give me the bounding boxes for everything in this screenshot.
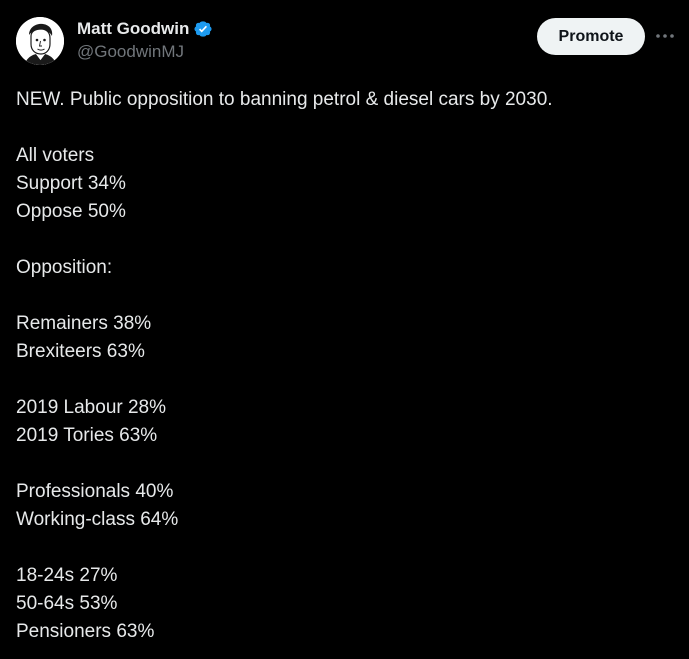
blank-line xyxy=(16,534,676,562)
remainers-stat: Remainers 38% xyxy=(16,313,152,334)
blank-line xyxy=(16,450,676,478)
blank-line xyxy=(16,114,676,142)
tweet-text xyxy=(16,86,676,646)
all-voters-label: All voters xyxy=(16,145,95,166)
brexiteers-stat: Brexiteers 63% xyxy=(16,341,145,362)
professionals-stat: Professionals 40% xyxy=(16,481,174,502)
working-class-stat: Working-class 64% xyxy=(16,509,179,530)
avatar[interactable] xyxy=(16,17,64,65)
display-name[interactable]: Matt Goodwin xyxy=(77,19,190,38)
oppose-stat: Oppose 50% xyxy=(16,201,126,222)
avatar-image xyxy=(16,17,64,65)
more-horizontal-icon[interactable] xyxy=(653,26,677,46)
name-row xyxy=(77,17,213,41)
labour-2019-stat: 2019 Labour 28% xyxy=(16,397,167,418)
blank-line xyxy=(16,366,676,394)
blank-line xyxy=(16,282,676,310)
tories-2019-stat: 2019 Tories 63% xyxy=(16,425,158,446)
user-handle[interactable]: @GoodwinMJ xyxy=(77,42,185,61)
opposition-label: Opposition: xyxy=(16,257,113,278)
pensioners-stat: Pensioners 63% xyxy=(16,621,155,642)
tweet-headline: NEW. Public opposition to banning petrol & diesel cars by 2030. xyxy=(16,89,553,110)
promote-button[interactable]: Promote xyxy=(537,18,645,55)
blank-line xyxy=(16,226,676,254)
verified-badge-icon xyxy=(193,19,213,39)
support-stat: Support 34% xyxy=(16,173,126,194)
age-50-64-stat: 50-64s 53% xyxy=(16,593,118,614)
age-18-24-stat: 18-24s 27% xyxy=(16,565,118,586)
author-block xyxy=(77,17,213,63)
